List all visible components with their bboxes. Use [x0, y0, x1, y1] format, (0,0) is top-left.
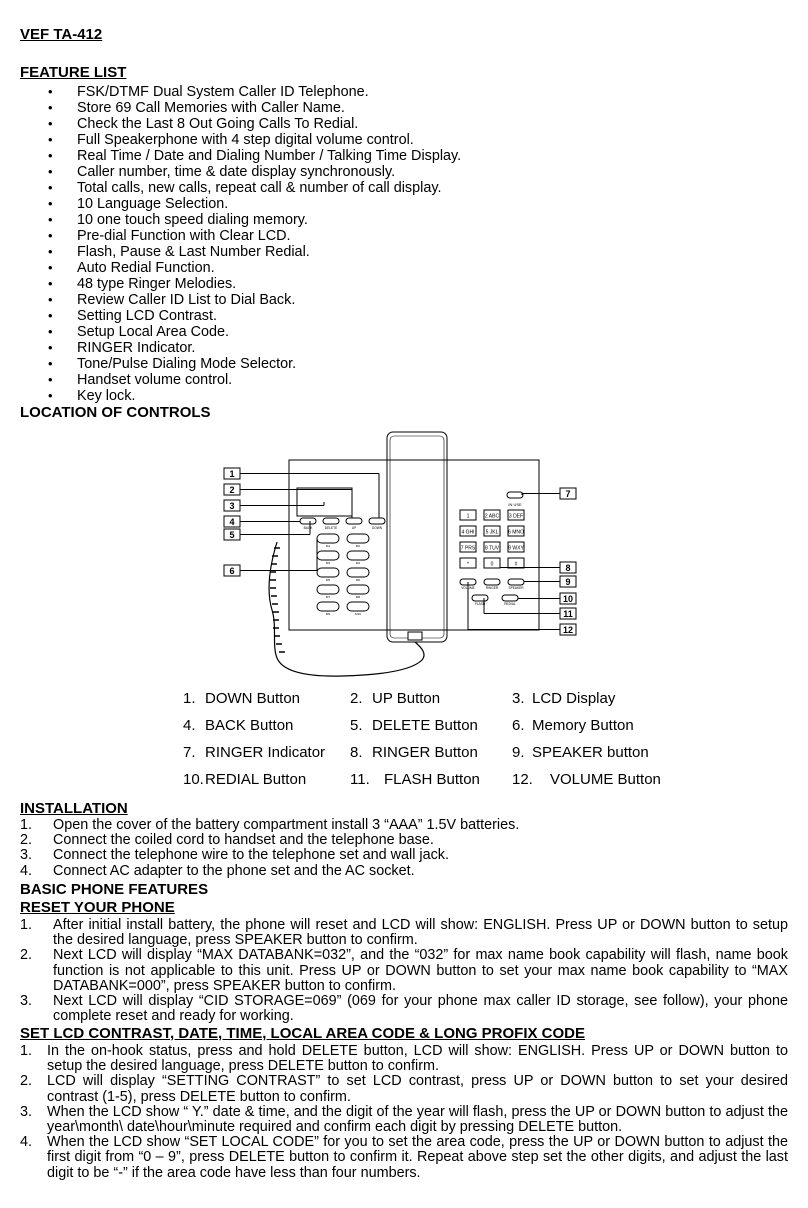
legend-item: 12. VOLUME Button [512, 771, 661, 788]
keypad-key-label: * [467, 561, 469, 568]
feature-item: • RINGER Indicator. [48, 340, 461, 356]
ringer-button-label: RINGER [485, 586, 499, 590]
legend-item: 4. BACK Button [183, 717, 294, 734]
callout-number: 7 [565, 489, 571, 499]
callout-number: 9 [565, 577, 571, 587]
memory-label-m1: M1 [325, 544, 331, 548]
feature-item: • Review Caller ID List to Dial Back. [48, 292, 461, 308]
feature-item: • FSK/DTMF Dual System Caller ID Telephone. [48, 84, 461, 100]
feature-item: • Auto Redial Function. [48, 260, 461, 276]
feature-item: • Handset volume control. [48, 372, 461, 388]
feature-item: • Full Speakerphone with 4 step digital volume control. [48, 132, 461, 148]
list-item: 4. When the LCD show “SET LOCAL CODE” for you to set the area code, press the UP or DOWN button to adjust the first digit from “0 – 9”, press DELETE button to confirm it. Repeat above step set the other digits, and adjust the last digit to be “-” if the area code have less than four numbers. [20, 1134, 788, 1181]
memory-button-m3[interactable] [317, 551, 339, 560]
callout-number: 4 [229, 517, 235, 527]
down-button[interactable] [369, 518, 385, 524]
installation-list [20, 818, 788, 879]
memory-button-m1[interactable] [317, 534, 339, 543]
feature-item: • 10 Language Selection. [48, 196, 461, 212]
memory-label-m3: M3 [325, 561, 331, 565]
memory-label-m5: M5 [325, 578, 331, 582]
keypad-key-label: 7 PRS [460, 545, 476, 552]
list-item: 2. Connect the coiled cord to handset and the telephone base. [20, 832, 434, 849]
legend-item: 11. FLASH Button [350, 771, 480, 788]
feature-item: • Key lock. [48, 388, 461, 404]
lcd-settings-heading: SET LCD CONTRAST, DATE, TIME, LOCAL AREA CODE & LONG PROFIX CODE [20, 1025, 586, 1042]
volume-button-label: VOLUME [461, 586, 475, 590]
legend-item: 10.REDIAL Button [183, 771, 307, 788]
lcd-settings-list [20, 1044, 788, 1181]
feature-item: • 10 one touch speed dialing memory. [48, 212, 461, 228]
legend-item: 2. UP Button [350, 690, 441, 707]
memory-button-m2[interactable] [347, 534, 369, 543]
memory-button-m9[interactable] [317, 602, 339, 611]
keypad-key-label: 6 MNO [508, 529, 524, 536]
delete-button[interactable] [323, 518, 339, 524]
memory-label-m7: M7 [325, 595, 331, 599]
memory-button-m8[interactable] [347, 585, 369, 594]
keypad-key-label: 3 DEF [508, 513, 524, 520]
keypad-key-label: # [514, 561, 518, 568]
back-button[interactable] [300, 518, 316, 524]
keypad-key-label: 0 [490, 561, 494, 568]
feature-item: • Check the Last 8 Out Going Calls To Redial. [48, 116, 461, 132]
callout-number: 2 [229, 485, 235, 495]
legend-item: 9. SPEAKER button [512, 744, 649, 761]
memory-label-m9: M9 [325, 612, 331, 616]
keypad-key-label: 4 GHI [461, 529, 475, 536]
callout-number: 1 [229, 469, 235, 479]
keypad-key-label: 9 WXY [508, 545, 524, 552]
coiled-cord [269, 542, 424, 676]
memory-label-m8: M8 [355, 595, 361, 599]
list-item: 1. In the on-hook status, press and hold DELETE button, LCD will show: ENGLISH. Press UP or DOWN button to setup the desired language, press DELETE button to confirm. [20, 1043, 788, 1075]
speaker-button[interactable] [508, 579, 524, 585]
up-button[interactable] [346, 518, 362, 524]
redial-button[interactable] [502, 595, 518, 601]
memory-button-m5[interactable] [317, 568, 339, 577]
legend-item: 1. DOWN Button [183, 690, 301, 707]
reset-phone-list [20, 918, 788, 1024]
keypad-key-label: 1 [466, 513, 470, 520]
basic-features-heading: BASIC PHONE FEATURES [20, 881, 209, 898]
list-item: 2. LCD will display “SETTING CONTRAST” to set LCD contrast, press UP or DOWN button to set your desired contrast (1-5), press DELETE button to confirm. [20, 1073, 788, 1105]
callout-number: 5 [229, 530, 235, 540]
list-item: 4. Connect AC adapter to the phone set and the AC socket. [20, 862, 415, 879]
down-button-label: DOWN [371, 526, 383, 530]
callout-number: 10 [562, 594, 574, 604]
up-button-label: UP [351, 526, 357, 530]
feature-item: • Real Time / Date and Dialing Number / Talking Time Display. [48, 148, 461, 164]
legend-item: 7. RINGER Indicator [183, 744, 326, 761]
flash-button-label: FLASH [474, 602, 486, 606]
feature-item: • Flash, Pause & Last Number Redial. [48, 244, 461, 260]
in-use-label: IN USE [508, 502, 522, 507]
list-item: 2. Next LCD will display “MAX DATABANK=032”, and the “032” for max name book capability will flash, name book function is not applicable to this unit. Press UP or DOWN button to set your max name book capability to “MAX DATABANK=000”, press SPEAKER button to confirm. [20, 947, 788, 994]
feature-item: • 48 type Ringer Melodies. [48, 276, 461, 292]
list-item: 1. After initial install battery, the phone will reset and LCD will show: ENGLISH. Press UP or DOWN button to setup the desired language, press SPEAKER button to confirm. [20, 917, 788, 949]
list-item: 3. When the LCD show “ Y.” date & time, and the digit of the year will flash, press the UP or DOWN button to adjust the year\month\ date\hour\minute required and confirm each digit by pressing DELETE button. [20, 1103, 788, 1136]
feature-item: • Pre-dial Function with Clear LCD. [48, 228, 461, 244]
ringer-button[interactable] [484, 579, 500, 585]
keypad-key-label: 2 ABC [484, 513, 500, 520]
reset-phone-heading: RESET YOUR PHONE [20, 899, 175, 916]
memory-label-m4: M4 [355, 561, 361, 565]
handset [387, 432, 447, 642]
feature-item: • Total calls, new calls, repeat call & number of call display. [48, 180, 461, 196]
delete-button-label: DELETE [324, 526, 338, 530]
memory-label-m2: M2 [355, 544, 361, 548]
list-item: 3. Next LCD will display “CID STORAGE=069” (069 for your phone max caller ID storage, see follow), your phone complete reset and ready for working. [20, 993, 788, 1025]
speaker-button-label: SPEAKER [508, 586, 524, 590]
memory-label-m6: M6 [355, 578, 361, 582]
location-of-controls-heading: LOCATION OF CONTROLS [20, 404, 211, 421]
model-title: VEF TA-412 [20, 26, 103, 43]
feature-list [48, 84, 461, 404]
callout-number: 12 [562, 625, 574, 635]
feature-item: • Store 69 Call Memories with Caller Name. [48, 100, 461, 116]
memory-button-m7[interactable] [317, 585, 339, 594]
redial-button-label: REDIAL [504, 602, 516, 606]
feature-item: • Caller number, time & date display synchronously. [48, 164, 461, 180]
keypad-key-label: 5 JKL [485, 529, 499, 536]
feature-item: • Tone/Pulse Dialing Mode Selector. [48, 356, 461, 372]
installation-heading: INSTALLATION [20, 800, 128, 817]
legend-item: 3. LCD Display [512, 690, 616, 707]
memory-button-m6[interactable] [347, 568, 369, 577]
memory-button-m10[interactable] [347, 602, 369, 611]
legend-item: 5. DELETE Button [350, 717, 478, 734]
list-item: 1. Open the cover of the battery compartment install 3 “AAA” 1.5V batteries. [20, 817, 520, 833]
callout-number: 3 [229, 501, 235, 511]
back-button-label: BACK [303, 526, 313, 530]
legend-item: 8. RINGER Button [350, 744, 478, 761]
list-item: 3. Connect the telephone wire to the telephone set and wall jack. [20, 847, 450, 864]
flash-button[interactable] [472, 595, 488, 601]
feature-list-heading: FEATURE LIST [20, 64, 127, 81]
callout-number: 8 [565, 563, 571, 573]
memory-button-m4[interactable] [347, 551, 369, 560]
memory-label-m10: M10 [355, 612, 361, 616]
ringer-indicator [507, 492, 523, 498]
callout-number: 11 [563, 609, 573, 619]
callout-number: 6 [229, 566, 235, 576]
telephone-diagram [222, 430, 582, 680]
legend-item: 6. Memory Button [512, 717, 634, 734]
feature-item: • Setting LCD Contrast. [48, 308, 461, 324]
keypad-key-label: 8 TUV [484, 545, 500, 552]
feature-item: • Setup Local Area Code. [48, 324, 461, 340]
